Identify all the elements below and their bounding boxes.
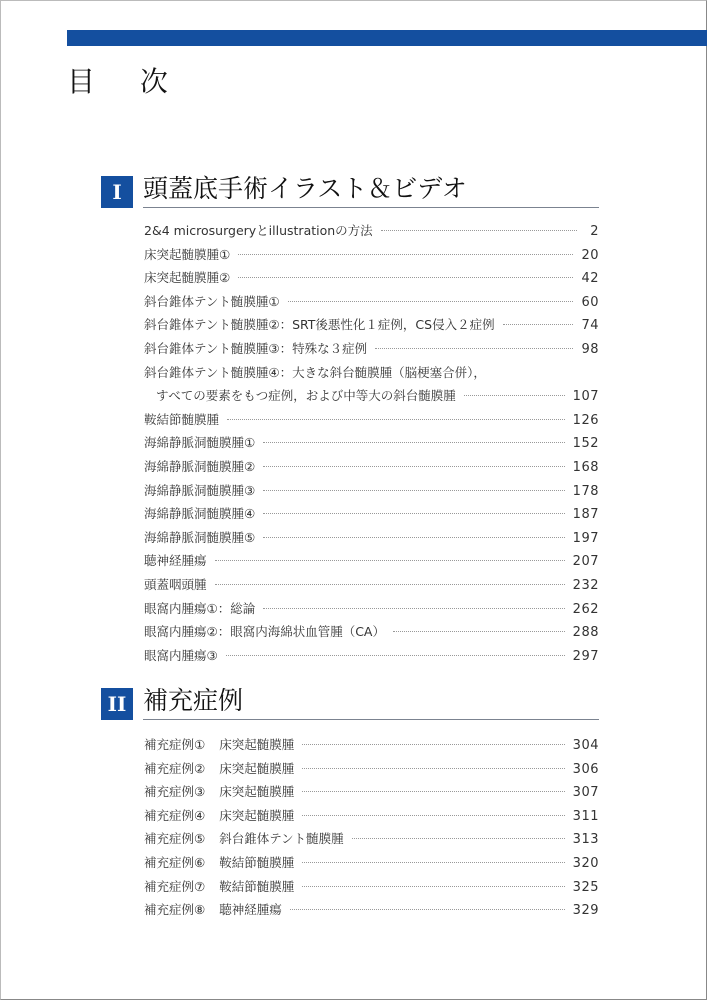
toc-page-number: 207 bbox=[572, 554, 599, 570]
toc-page-number: 126 bbox=[572, 412, 599, 428]
toc-page-number: 107 bbox=[572, 389, 599, 405]
toc-page-number: 311 bbox=[572, 808, 599, 824]
toc-entry[interactable] bbox=[144, 549, 599, 573]
toc-entry-label: 床突起髄膜腫② bbox=[144, 270, 231, 286]
dot-leader bbox=[503, 324, 574, 325]
toc-page-number: 262 bbox=[572, 601, 599, 617]
toc-entry-label: 眼窩内腫瘍①：総論 bbox=[144, 600, 256, 616]
toc-page-number: 187 bbox=[572, 507, 599, 523]
toc-page-number: 297 bbox=[572, 648, 599, 664]
toc-entry[interactable] bbox=[144, 313, 599, 337]
toc-entry-subtitle: 鞍結節髄膜腫 bbox=[219, 854, 295, 870]
section-header-1 bbox=[101, 174, 599, 208]
section-number-badge: I bbox=[101, 176, 133, 208]
toc-page-number: 197 bbox=[572, 530, 599, 546]
toc-page-number: 320 bbox=[572, 855, 599, 871]
header-color-band bbox=[67, 30, 707, 46]
dot-leader bbox=[393, 631, 565, 632]
toc-entry-label: 補充症例⑧ bbox=[144, 902, 206, 918]
toc-page-number: 60 bbox=[581, 294, 599, 310]
dot-leader bbox=[226, 655, 565, 656]
toc-entry-label: 海綿静脈洞髄膜腫④ bbox=[144, 506, 256, 522]
toc-entry-label: 海綿静脈洞髄膜腫① bbox=[144, 435, 256, 451]
toc-entry[interactable] bbox=[144, 243, 599, 267]
section-title-underline bbox=[143, 686, 599, 720]
toc-entry-subtitle: 床突起髄膜腫 bbox=[219, 737, 295, 752]
toc-page-number: 325 bbox=[572, 879, 599, 895]
dot-leader bbox=[263, 513, 564, 514]
dot-leader bbox=[302, 862, 564, 863]
toc-entry-label: 補充症例③ bbox=[144, 784, 206, 800]
dot-leader bbox=[302, 744, 564, 745]
toc-page-number: 42 bbox=[581, 271, 599, 287]
toc-list-section-2 bbox=[144, 733, 599, 922]
dot-leader bbox=[352, 838, 565, 839]
toc-entry-label: 斜台錐体テント髄膜腫③：特殊な３症例 bbox=[144, 340, 368, 356]
toc-entry-label: 補充症例① bbox=[144, 737, 206, 752]
toc-entry-label: 眼窩内腫瘍③ bbox=[144, 647, 218, 663]
toc-page-number: 232 bbox=[572, 577, 599, 593]
section-header-2 bbox=[101, 686, 599, 720]
toc-list-section-1 bbox=[144, 219, 599, 667]
toc-entry[interactable] bbox=[144, 526, 599, 550]
toc-entry-label: 補充症例⑥ bbox=[144, 854, 206, 870]
section-title: 頭蓋底手術イラスト＆ビデオ bbox=[143, 174, 467, 203]
toc-page-number: 306 bbox=[572, 761, 599, 777]
toc-entry-label: 補充症例⑦ bbox=[144, 878, 206, 894]
toc-entry[interactable] bbox=[144, 502, 599, 526]
dot-leader bbox=[381, 230, 577, 231]
toc-entry-label: 海綿静脈洞髄膜腫③ bbox=[144, 482, 256, 498]
toc-entry-label: 補充症例④ bbox=[144, 807, 206, 823]
toc-page-number: 304 bbox=[572, 738, 599, 753]
section-title: 補充症例 bbox=[143, 686, 244, 715]
toc-entry-continuation bbox=[144, 384, 599, 408]
toc-entry[interactable] bbox=[144, 573, 599, 597]
section-title-underline bbox=[143, 174, 599, 208]
toc-entry-label: 海綿静脈洞髄膜腫② bbox=[144, 458, 256, 474]
toc-page-number: 168 bbox=[572, 459, 599, 475]
toc-entry[interactable] bbox=[144, 733, 599, 757]
dot-leader bbox=[263, 537, 564, 538]
toc-entry[interactable] bbox=[144, 780, 599, 804]
dot-leader bbox=[263, 490, 564, 491]
dot-leader bbox=[375, 348, 573, 349]
toc-entry[interactable] bbox=[144, 597, 599, 621]
dot-leader bbox=[215, 560, 565, 561]
dot-leader bbox=[238, 277, 573, 278]
toc-entry-label: 聴神経腫瘍 bbox=[144, 553, 207, 569]
dot-leader bbox=[215, 584, 565, 585]
dot-leader bbox=[464, 395, 565, 396]
toc-entry-subtitle: 床突起髄膜腫 bbox=[219, 760, 295, 776]
toc-page-number: 98 bbox=[581, 341, 599, 357]
toc-entry-label: 鞍結節髄膜腫 bbox=[144, 411, 220, 427]
toc-entry[interactable] bbox=[144, 219, 599, 243]
toc-entry[interactable] bbox=[144, 290, 599, 314]
toc-page-number: 152 bbox=[572, 436, 599, 452]
toc-entry-label: 床突起髄膜腫① bbox=[144, 246, 231, 262]
toc-entry[interactable] bbox=[144, 431, 599, 455]
toc-entry-label: 補充症例② bbox=[144, 760, 206, 776]
toc-entry[interactable] bbox=[144, 408, 599, 432]
dot-leader bbox=[288, 301, 574, 302]
dot-leader bbox=[227, 419, 565, 420]
toc-entry[interactable] bbox=[144, 898, 599, 922]
toc-entry[interactable] bbox=[144, 827, 599, 851]
toc-entry-label: 斜台錐体テント髄膜腫① bbox=[144, 293, 280, 309]
toc-page-number: 288 bbox=[572, 625, 599, 641]
toc-entry-label-line2: すべての要素をもつ症例，および中等大の斜台髄膜腫 bbox=[156, 388, 456, 404]
toc-page-number: 2 bbox=[590, 224, 599, 239]
toc-entry-subtitle: 床突起髄膜腫 bbox=[219, 807, 295, 823]
toc-entry[interactable] bbox=[144, 620, 599, 644]
toc-entry-subtitle: 聴神経腫瘍 bbox=[219, 902, 282, 918]
toc-entry-label: 斜台錐体テント髄膜腫②：SRT後悪性化１症例，CS侵入２症例 bbox=[144, 317, 495, 333]
dot-leader bbox=[302, 791, 564, 792]
toc-entry-label: 眼窩内腫瘍②：眼窩内海綿状血管腫（CA） bbox=[144, 624, 385, 640]
dot-leader bbox=[263, 466, 564, 467]
toc-entry-label: 2&4 microsurgeryとillustrationの方法 bbox=[144, 223, 373, 238]
toc-entry[interactable] bbox=[144, 337, 599, 361]
toc-entry-label: 海綿静脈洞髄膜腫⑤ bbox=[144, 529, 256, 545]
page-title: 目 次 bbox=[67, 65, 186, 98]
toc-entry[interactable] bbox=[144, 644, 599, 668]
toc-entry-subtitle: 斜台錐体テント髄膜腫 bbox=[219, 831, 344, 847]
toc-entry[interactable] bbox=[144, 804, 599, 828]
toc-entry[interactable] bbox=[144, 266, 599, 290]
toc-entry-label: 斜台錐体テント髄膜腫④：大きな斜台髄膜腫（脳梗塞合併）， bbox=[144, 364, 486, 380]
toc-entry-subtitle: 鞍結節髄膜腫 bbox=[219, 878, 295, 894]
dot-leader bbox=[263, 442, 564, 443]
dot-leader bbox=[290, 909, 565, 910]
toc-entry[interactable] bbox=[144, 361, 599, 408]
toc-page-number: 178 bbox=[572, 483, 599, 499]
toc-page-number: 313 bbox=[572, 832, 599, 848]
dot-leader bbox=[302, 886, 564, 887]
toc-entry[interactable] bbox=[144, 479, 599, 503]
dot-leader bbox=[302, 768, 564, 769]
section-number-badge: II bbox=[101, 688, 133, 720]
toc-page-number: 329 bbox=[572, 903, 599, 919]
toc-entry[interactable] bbox=[144, 455, 599, 479]
dot-leader bbox=[238, 254, 573, 255]
dot-leader bbox=[302, 815, 564, 816]
dot-leader bbox=[263, 608, 564, 609]
toc-entry[interactable] bbox=[144, 757, 599, 781]
toc-entry-label: 頭蓋咽頭腫 bbox=[144, 576, 207, 592]
toc-page-number: 74 bbox=[581, 318, 599, 334]
toc-entry[interactable] bbox=[144, 851, 599, 875]
toc-page-number: 307 bbox=[572, 785, 599, 801]
toc-entry[interactable] bbox=[144, 875, 599, 899]
toc-entry-label: 補充症例⑤ bbox=[144, 831, 206, 847]
toc-entry-subtitle: 床突起髄膜腫 bbox=[219, 784, 295, 800]
toc-page-number: 20 bbox=[581, 247, 599, 263]
